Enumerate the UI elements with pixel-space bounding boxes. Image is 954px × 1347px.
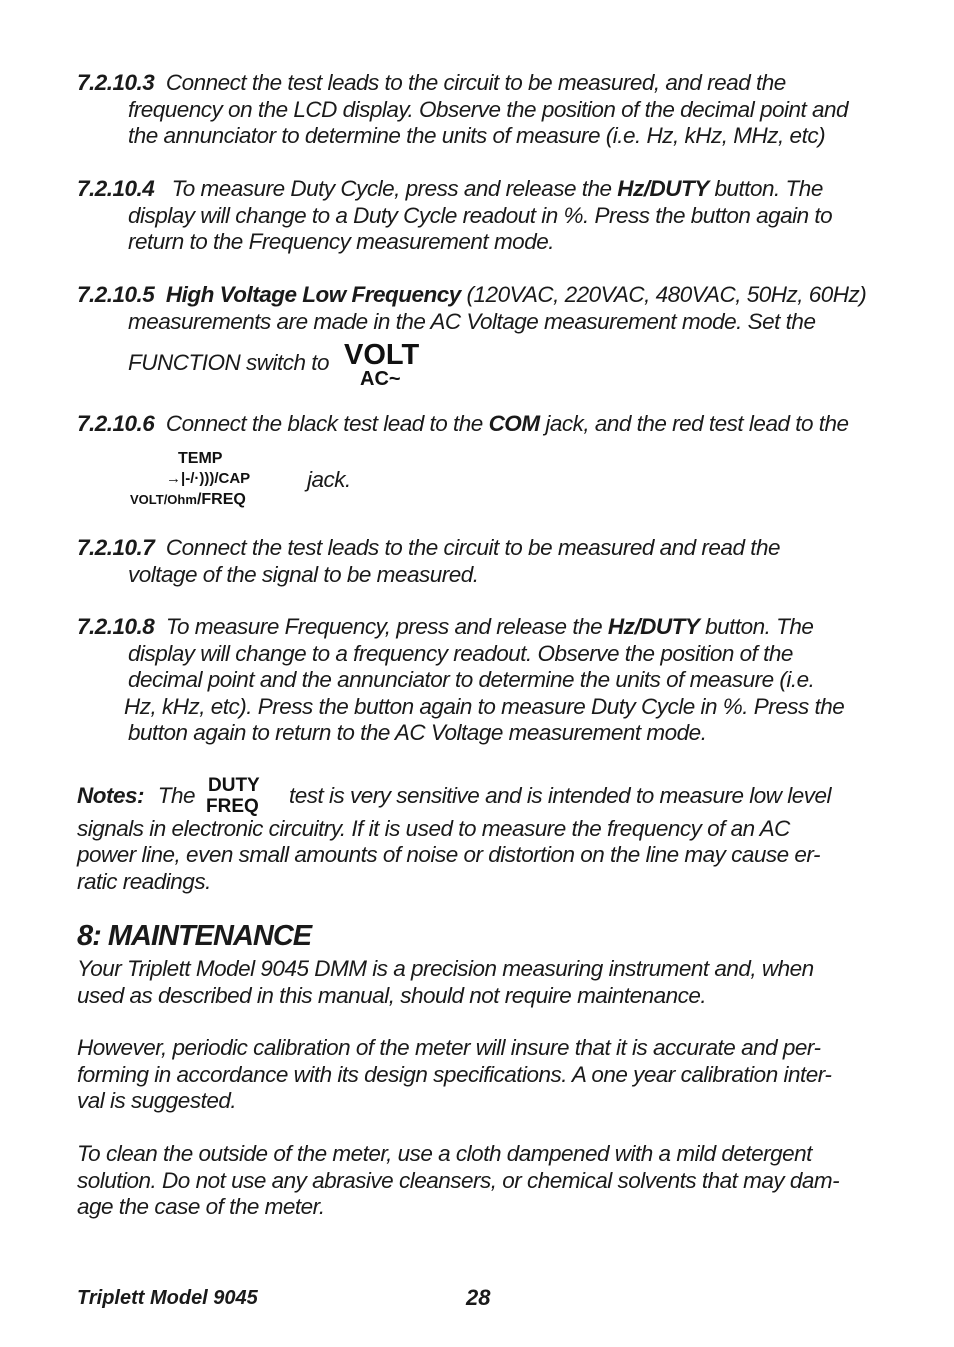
bold-term: High Voltage Low Frequency <box>165 282 461 307</box>
section-number: 7.2.10.4 <box>77 176 155 201</box>
section-7-2-10-5 <box>77 282 882 377</box>
text-line: However, periodic calibration of the meter will insure that it is accurate and per- <box>77 1035 821 1060</box>
text-line: Connect the test leads to the circuit to be measured, and read the <box>165 70 786 95</box>
freq-icon-label: FREQ <box>206 796 259 817</box>
text-line: measurements are made in the AC Voltage measurement mode. Set the <box>128 308 816 334</box>
jack-label-volt-ohm: VOLT/Ohm <box>130 492 197 507</box>
text-line: solution. Do not use any abrasive cleansers, or chemical solvents that may dam- <box>77 1167 840 1193</box>
duty-freq-icon <box>205 776 280 822</box>
text-line: display will change to a Duty Cycle readout in %. Press the button again to <box>128 202 833 228</box>
button-name: Hz/DUTY <box>607 614 700 639</box>
notes-label: Notes: <box>77 783 145 808</box>
section-7-2-10-3 <box>77 70 882 150</box>
section-7-2-10-4 <box>77 176 882 256</box>
text-line: power line, even small amounts of noise or distortion on the line may cause er- <box>77 842 820 867</box>
section-number: 7.2.10.6 <box>77 411 155 436</box>
text-line: used as described in this manual, should not require maintenance. <box>77 982 707 1008</box>
section-7-2-10-7 <box>77 535 882 588</box>
text-span: (120VAC, 220VAC, 480VAC, 50Hz, 60Hz) <box>460 282 867 307</box>
jack-label-temp: TEMP <box>178 450 223 467</box>
section-7-2-10-8 <box>77 614 882 747</box>
text-line: FUNCTION switch to <box>128 350 330 375</box>
text-span: The <box>157 783 196 808</box>
section-heading: 8: MAINTENANCE <box>77 920 312 952</box>
text-line: frequency on the LCD display. Observe the position of the decimal point and <box>128 96 849 122</box>
maintenance-paragraph-1 <box>77 956 882 1009</box>
text-line: Connect the test leads to the circuit to be measured and read the <box>165 535 780 560</box>
text-line: Your Triplett Model 9045 DMM is a precision measuring instrument and, when <box>77 956 814 981</box>
maintenance-paragraph-2 <box>77 1035 882 1115</box>
jack-label-freq: /FREQ <box>196 491 246 508</box>
footer-model: Triplett Model 9045 <box>77 1287 258 1309</box>
text-line: val is suggested. <box>77 1088 237 1113</box>
text-line: button again to return to the AC Voltage measurement mode. <box>128 720 707 745</box>
section-number: 7.2.10.3 <box>77 70 155 95</box>
volt-ac-icon <box>344 340 434 390</box>
section-7-2-10-6 <box>77 411 882 438</box>
text-line: Hz, kHz, etc). Press the button again to measure Duty Cycle in %. Press the <box>124 693 845 719</box>
ac-icon-label: AC~ <box>360 368 401 390</box>
volt-icon-label: VOLT <box>344 339 420 371</box>
maintenance-paragraph-3 <box>77 1141 882 1221</box>
duty-icon-label: DUTY <box>208 775 260 796</box>
text-span: test is very sensitive and is intended to measure low level <box>289 783 832 808</box>
jack-label-cap: →|-/·)))/CAP <box>166 470 251 487</box>
page-number: 28 <box>466 1285 491 1310</box>
text-line: decimal point and the annunciator to determine the units of measure (i.e. <box>128 667 815 692</box>
text-line: age the case of the meter. <box>77 1194 325 1219</box>
notes-block <box>77 783 882 895</box>
input-jack-icon <box>130 450 295 514</box>
text-line: the annunciator to determine the units of measure (i.e. Hz, kHz, MHz, etc) <box>128 123 826 148</box>
text-span: Connect the black test lead to the <box>165 411 489 436</box>
text-line: voltage of the signal to be measured. <box>128 561 479 587</box>
text-line: To clean the outside of the meter, use a cloth dampened with a mild detergent <box>77 1141 812 1166</box>
section-number: 7.2.10.5 <box>77 282 155 307</box>
text-line: ratic readings. <box>77 868 211 894</box>
section-number: 7.2.10.7 <box>77 535 155 560</box>
text-span: jack, and the red test lead to the <box>539 411 849 436</box>
jack-name: COM <box>488 411 540 436</box>
button-name: Hz/DUTY <box>617 176 709 201</box>
section-number: 7.2.10.8 <box>77 614 155 639</box>
text-line: signals in electronic circuitry. If it is used to measure the frequency of an AC <box>77 815 790 841</box>
text-line: jack. <box>307 467 351 492</box>
text-span: To measure Duty Cycle, press and release the <box>171 176 618 201</box>
text-line: return to the Frequency measurement mode. <box>128 229 554 254</box>
text-line: display will change to a frequency readout. Observe the position of the <box>128 640 793 666</box>
text-span: button. The <box>699 614 814 639</box>
text-span: To measure Frequency, press and release the <box>165 614 608 639</box>
text-span: button. The <box>708 176 823 201</box>
text-line: forming in accordance with its design specifications. A one year calibration inter- <box>77 1061 832 1087</box>
